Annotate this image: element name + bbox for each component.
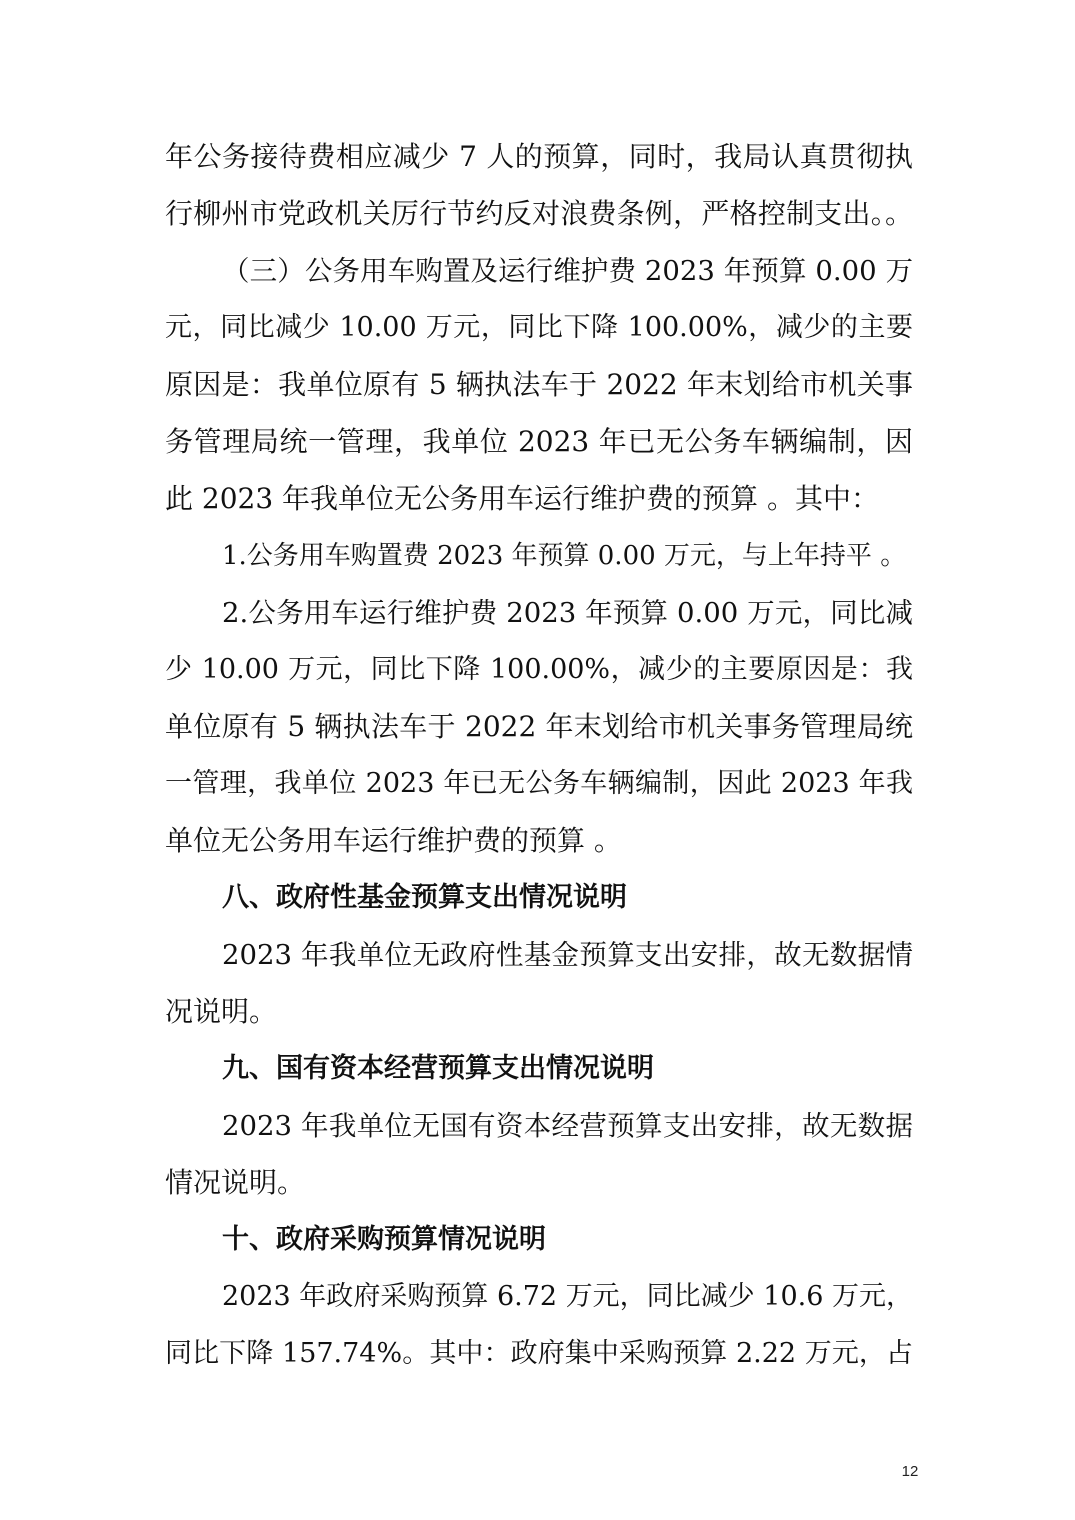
body-text-line: 单位原有 5 辆执法车于 2022 年末划给市机关事务管理局统 bbox=[165, 710, 913, 743]
body-text-line: 少 10.00 万元，同比下降 100.00%，减少的主要原因是：我 bbox=[165, 654, 913, 685]
body-text-line: 况说明。 bbox=[165, 995, 278, 1028]
body-text-line: （三）公务用车购置及运行维护费 2023 年预算 0.00 万 bbox=[222, 255, 913, 287]
body-text-line: 2.公务用车运行维护费 2023 年预算 0.00 万元，同比减 bbox=[222, 597, 913, 629]
section-heading: 八、政府性基金预算支出情况说明 bbox=[222, 882, 627, 913]
body-text-line: 此 2023 年我单位无公务用车运行维护费的预算 。其中： bbox=[165, 482, 879, 515]
body-text-line: 2023 年我单位无国有资本经营预算支出安排，故无数据 bbox=[222, 1110, 913, 1142]
body-text-line: 元，同比减少 10.00 万元，同比下降 100.00%，减少的主要 bbox=[165, 312, 913, 343]
body-text-line: 务管理局统一管理，我单位 2023 年已无公务车辆编制，因 bbox=[165, 425, 913, 458]
body-text-line: 2023 年政府采购预算 6.72 万元，同比减少 10.6 万元， bbox=[222, 1281, 913, 1312]
page-number: 12 bbox=[901, 1463, 919, 1480]
body-text-line: 单位无公务用车运行维护费的预算 。 bbox=[165, 824, 622, 857]
section-heading: 九、国有资本经营预算支出情况说明 bbox=[222, 1053, 654, 1084]
body-text-line: 行柳州市党政机关厉行节约反对浪费条例，严格控制支出。。 bbox=[165, 197, 913, 230]
body-text-line: 年公务接待费相应减少 7 人的预算，同时，我局认真贯彻执 bbox=[165, 140, 913, 173]
body-text-line: 原因是：我单位原有 5 辆执法车于 2022 年末划给市机关事 bbox=[165, 368, 913, 401]
body-text-line: 情况说明。 bbox=[165, 1166, 306, 1199]
body-text-line: 1.公务用车购置费 2023 年预算 0.00 万元，与上年持平 。 bbox=[222, 541, 907, 571]
body-text-line: 2023 年我单位无政府性基金预算支出安排，故无数据情 bbox=[222, 939, 913, 971]
body-text-line: 一管理，我单位 2023 年已无公务车辆编制，因此 2023 年我 bbox=[165, 768, 913, 799]
section-heading: 十、政府采购预算情况说明 bbox=[222, 1224, 546, 1255]
body-text-line: 同比下降 157.74%。其中：政府集中采购预算 2.22 万元，占 bbox=[165, 1338, 913, 1369]
